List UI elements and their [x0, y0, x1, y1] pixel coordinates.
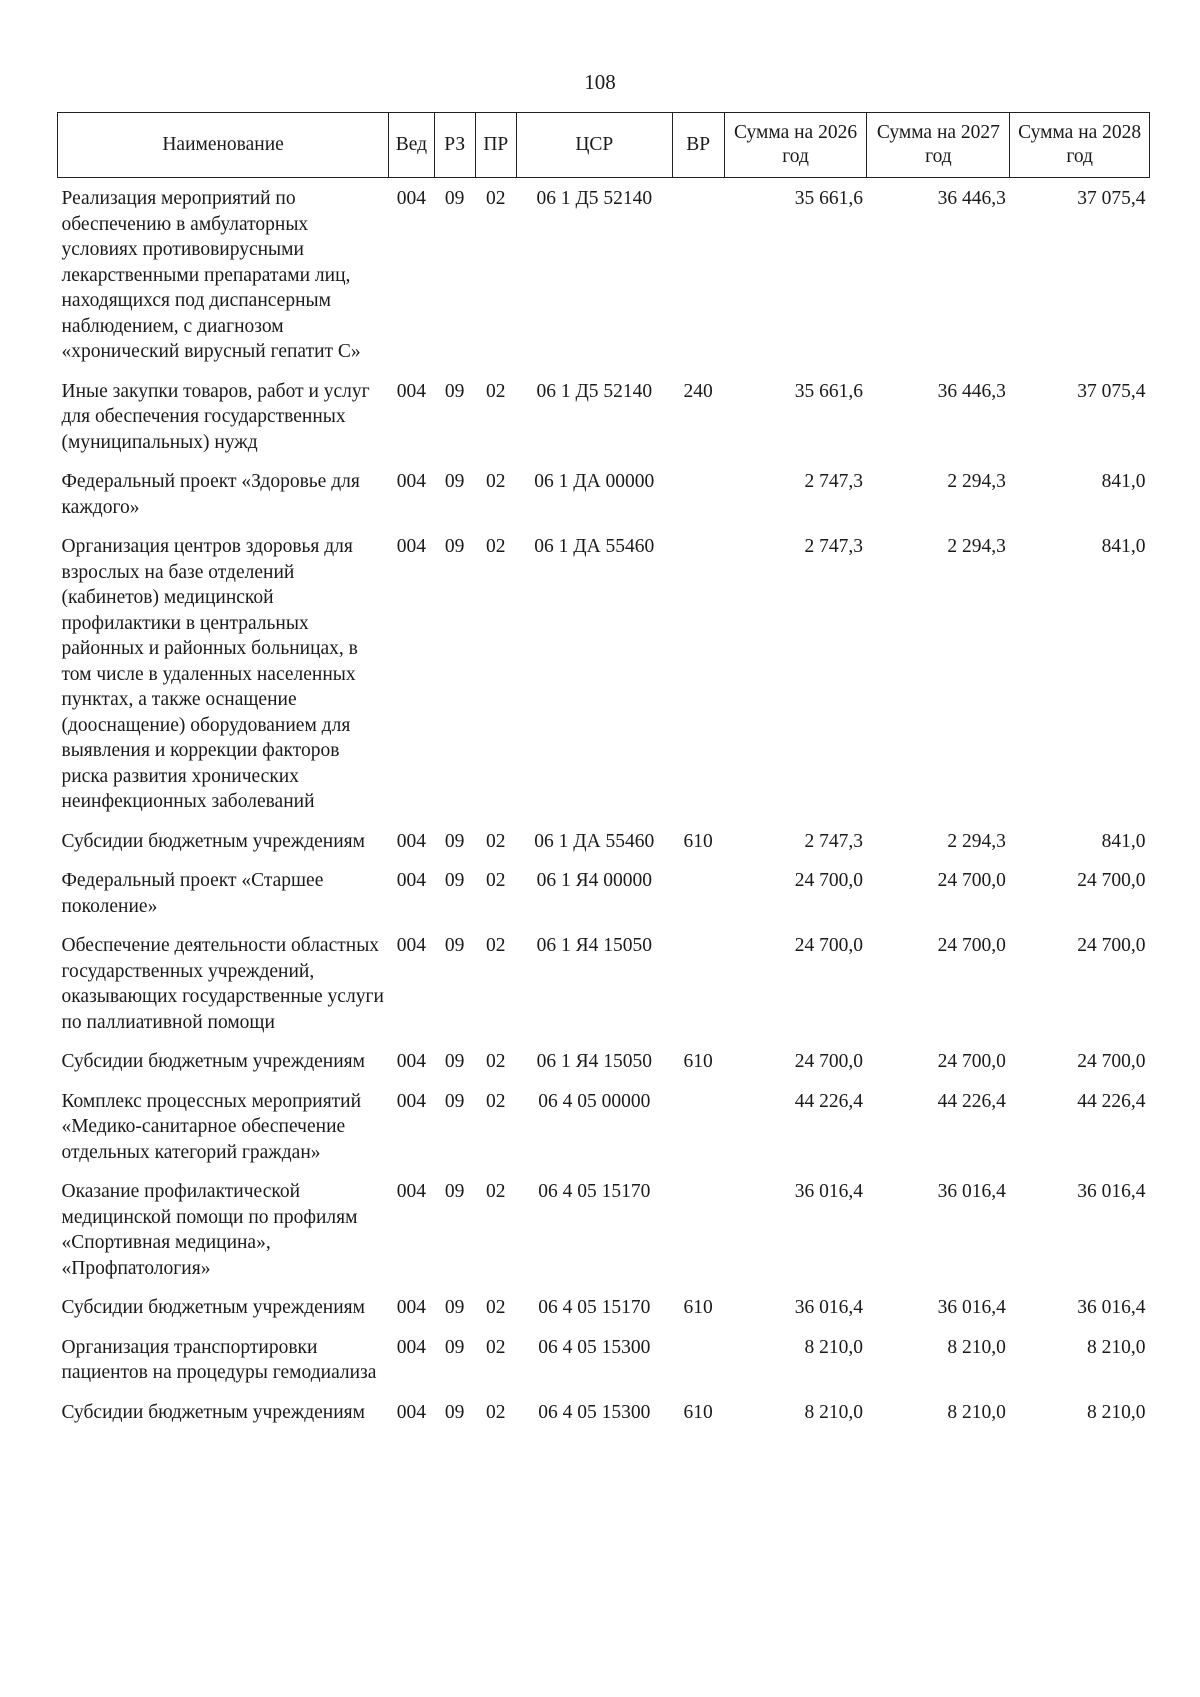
row-sum-2026: 24 700,0 [794, 870, 863, 891]
table-row [58, 860, 1150, 925]
row-name: Оказание профилактической медицинской помощи по профилям «Спортивная медицина», «Профпатология» [61, 1181, 358, 1279]
budget-table [57, 112, 1150, 1431]
row-ved: 004 [396, 380, 426, 402]
row-pr: 02 [486, 380, 506, 402]
row-sum-2028: 36 016,4 [1077, 1297, 1146, 1318]
row-sum-2026: 2 747,3 [804, 536, 863, 557]
table-header-row [58, 113, 1150, 178]
row-name: Федеральный проект «Старшее поколение» [61, 870, 324, 917]
row-name: Организация центров здоровья для взрослых на базе отделений (кабинетов) медицинской профилактики в центральных районных и районных больницах, в том числе в удаленных населенных пунктах, а также оснащение (дооснащение) оборудованием для выявления и коррекции факторов риска развития хронических неинфекционных заболеваний [61, 536, 358, 812]
row-sum-2028: 24 700,0 [1077, 1051, 1146, 1072]
row-sum-2026: 8 210,0 [804, 1401, 863, 1423]
row-sum-2027: 24 700,0 [937, 935, 1006, 956]
row-rz: 09 [444, 188, 465, 209]
table-row [58, 461, 1150, 526]
row-sum-2027: 44 226,4 [937, 1090, 1006, 1112]
row-rz: 09 [444, 1401, 465, 1423]
row-name: Субсидии бюджетным учреждениям [61, 1051, 365, 1072]
row-ved: 004 [396, 1090, 426, 1112]
row-sum-2027: 24 700,0 [937, 870, 1006, 891]
row-csr: 06 1 Я4 00000 [536, 870, 652, 891]
row-sum-2026: 24 700,0 [794, 935, 863, 956]
row-ved: 004 [396, 1051, 426, 1072]
row-sum-2028: 36 016,4 [1077, 1181, 1146, 1202]
row-pr: 02 [486, 1336, 506, 1358]
row-sum-2027: 2 294,3 [947, 536, 1006, 557]
table-row [58, 1392, 1150, 1432]
row-ved: 004 [396, 1181, 426, 1202]
row-sum-2027: 8 210,0 [947, 1336, 1006, 1358]
row-sum-2026: 35 661,6 [794, 188, 863, 209]
row-csr: 06 1 ДА 00000 [534, 471, 655, 492]
row-csr: 06 4 05 15300 [538, 1336, 651, 1358]
row-sum-2028: 841,0 [1101, 471, 1146, 492]
row-rz: 09 [444, 380, 465, 402]
row-sum-2028: 37 075,4 [1077, 188, 1146, 209]
table-row [58, 371, 1150, 462]
row-sum-2028: 8 210,0 [1087, 1336, 1146, 1358]
row-ved: 004 [396, 471, 426, 492]
row-sum-2026: 44 226,4 [794, 1090, 863, 1112]
row-sum-2027: 36 446,3 [937, 188, 1006, 209]
row-csr: 06 1 ДА 55460 [534, 830, 655, 852]
row-pr: 02 [486, 935, 506, 956]
row-ved: 004 [396, 1297, 426, 1318]
table-row [58, 821, 1150, 861]
row-sum-2028: 37 075,4 [1077, 380, 1146, 402]
row-vr [672, 925, 724, 1041]
row-csr: 06 4 05 15300 [538, 1401, 651, 1423]
row-sum-2026: 24 700,0 [794, 1051, 863, 1072]
row-sum-2026: 8 210,0 [804, 1336, 863, 1358]
row-pr: 02 [486, 536, 506, 557]
row-sum-2026: 2 747,3 [804, 471, 863, 492]
row-ved: 004 [396, 830, 426, 852]
row-vr [672, 461, 724, 526]
row-csr: 06 1 Д5 52140 [536, 188, 653, 209]
row-pr: 02 [486, 1181, 506, 1202]
row-csr: 06 1 ДА 55460 [534, 536, 655, 557]
header-sum-2027: Сумма на 2027 год [867, 113, 1010, 178]
row-rz: 09 [444, 1181, 465, 1202]
row-ved: 004 [396, 536, 426, 557]
row-sum-2026: 35 661,6 [794, 380, 863, 402]
row-name: Комплекс процессных мероприятий «Медико-санитарное обеспечение отдельных категорий граждан» [61, 1090, 362, 1163]
row-name: Иные закупки товаров, работ и услуг для обеспечения государственных (муниципальных) нужд [61, 380, 370, 453]
row-name: Субсидии бюджетным учреждениям [61, 830, 365, 852]
row-ved: 004 [396, 1336, 426, 1358]
row-pr: 02 [486, 188, 506, 209]
row-pr: 02 [486, 1051, 506, 1072]
row-ved: 004 [396, 870, 426, 891]
row-sum-2027: 36 016,4 [937, 1181, 1006, 1202]
row-pr: 02 [486, 830, 506, 852]
row-vr [672, 1327, 724, 1392]
row-sum-2026: 36 016,4 [794, 1181, 863, 1202]
row-sum-2027: 36 446,3 [937, 380, 1006, 402]
row-vr [672, 526, 724, 821]
row-rz: 09 [444, 830, 465, 852]
row-sum-2028: 8 210,0 [1087, 1401, 1146, 1423]
row-pr: 02 [486, 870, 506, 891]
row-vr: 610 [683, 830, 713, 852]
row-sum-2027: 2 294,3 [947, 830, 1006, 852]
table-row [58, 1287, 1150, 1327]
row-name: Субсидии бюджетным учреждениям [61, 1401, 365, 1423]
table-row [58, 1327, 1150, 1392]
row-sum-2028: 24 700,0 [1077, 935, 1146, 956]
row-pr: 02 [486, 1090, 506, 1112]
row-rz: 09 [444, 935, 465, 956]
header-sum-2026: Сумма на 2026 год [724, 113, 867, 178]
row-pr: 02 [486, 1297, 506, 1318]
row-rz: 09 [444, 1090, 465, 1112]
row-rz: 09 [444, 870, 465, 891]
row-name: Организация транспортировки пациентов на процедуры гемодиализа [61, 1336, 377, 1383]
header-pr: ПР [475, 113, 516, 178]
row-vr: 610 [683, 1401, 713, 1423]
header-csr: ЦСР [516, 113, 672, 178]
table-row [58, 526, 1150, 821]
header-rz: РЗ [434, 113, 475, 178]
row-ved: 004 [396, 1401, 426, 1423]
row-vr: 610 [683, 1051, 713, 1072]
table-row [58, 178, 1150, 371]
row-sum-2027: 36 016,4 [937, 1297, 1006, 1318]
row-csr: 06 1 Я4 15050 [536, 1051, 652, 1072]
row-ved: 004 [396, 935, 426, 956]
table-row [58, 1081, 1150, 1172]
row-name: Субсидии бюджетным учреждениям [61, 1297, 365, 1318]
header-sum-2028: Сумма на 2028 год [1010, 113, 1150, 178]
row-sum-2027: 8 210,0 [947, 1401, 1006, 1423]
row-vr [672, 1081, 724, 1172]
row-csr: 06 1 Д5 52140 [536, 380, 653, 402]
page-number: 108 [584, 70, 616, 94]
row-rz: 09 [444, 1297, 465, 1318]
row-pr: 02 [486, 471, 506, 492]
table-row [58, 1041, 1150, 1081]
row-ved: 004 [396, 188, 426, 209]
row-sum-2026: 2 747,3 [804, 830, 863, 852]
row-name: Федеральный проект «Здоровье для каждого» [61, 471, 360, 518]
row-rz: 09 [444, 471, 465, 492]
row-csr: 06 4 05 15170 [538, 1181, 651, 1202]
row-sum-2026: 36 016,4 [794, 1297, 863, 1318]
header-name: Наименование [58, 113, 389, 178]
row-csr: 06 4 05 15170 [538, 1297, 651, 1318]
table-row [58, 925, 1150, 1041]
row-sum-2027: 2 294,3 [947, 471, 1006, 492]
row-pr: 02 [486, 1401, 506, 1423]
row-sum-2028: 841,0 [1101, 536, 1146, 557]
row-sum-2028: 841,0 [1101, 830, 1146, 852]
row-name: Реализация мероприятий по обеспечению в амбулаторных условиях противовирусными лекарственными препаратами лиц, находящихся под диспансерным наблюдением, с диагнозом «хронический вирусный гепатит С» [61, 188, 361, 362]
row-vr: 240 [683, 380, 713, 402]
row-rz: 09 [444, 1336, 465, 1358]
table-row [58, 1171, 1150, 1287]
row-sum-2028: 24 700,0 [1077, 870, 1146, 891]
header-ved: Вед [389, 113, 434, 178]
row-rz: 09 [444, 536, 465, 557]
row-vr [672, 860, 724, 925]
row-vr [672, 178, 724, 371]
row-sum-2028: 44 226,4 [1077, 1090, 1146, 1112]
row-vr [672, 1171, 724, 1287]
row-name: Обеспечение деятельности областных государственных учреждений, оказывающих государственные услуги по паллиативной помощи [61, 935, 384, 1033]
row-csr: 06 4 05 00000 [538, 1090, 651, 1112]
row-csr: 06 1 Я4 15050 [536, 935, 652, 956]
row-vr: 610 [683, 1297, 713, 1318]
row-rz: 09 [444, 1051, 465, 1072]
row-sum-2027: 24 700,0 [937, 1051, 1006, 1072]
header-vr: ВР [672, 113, 724, 178]
